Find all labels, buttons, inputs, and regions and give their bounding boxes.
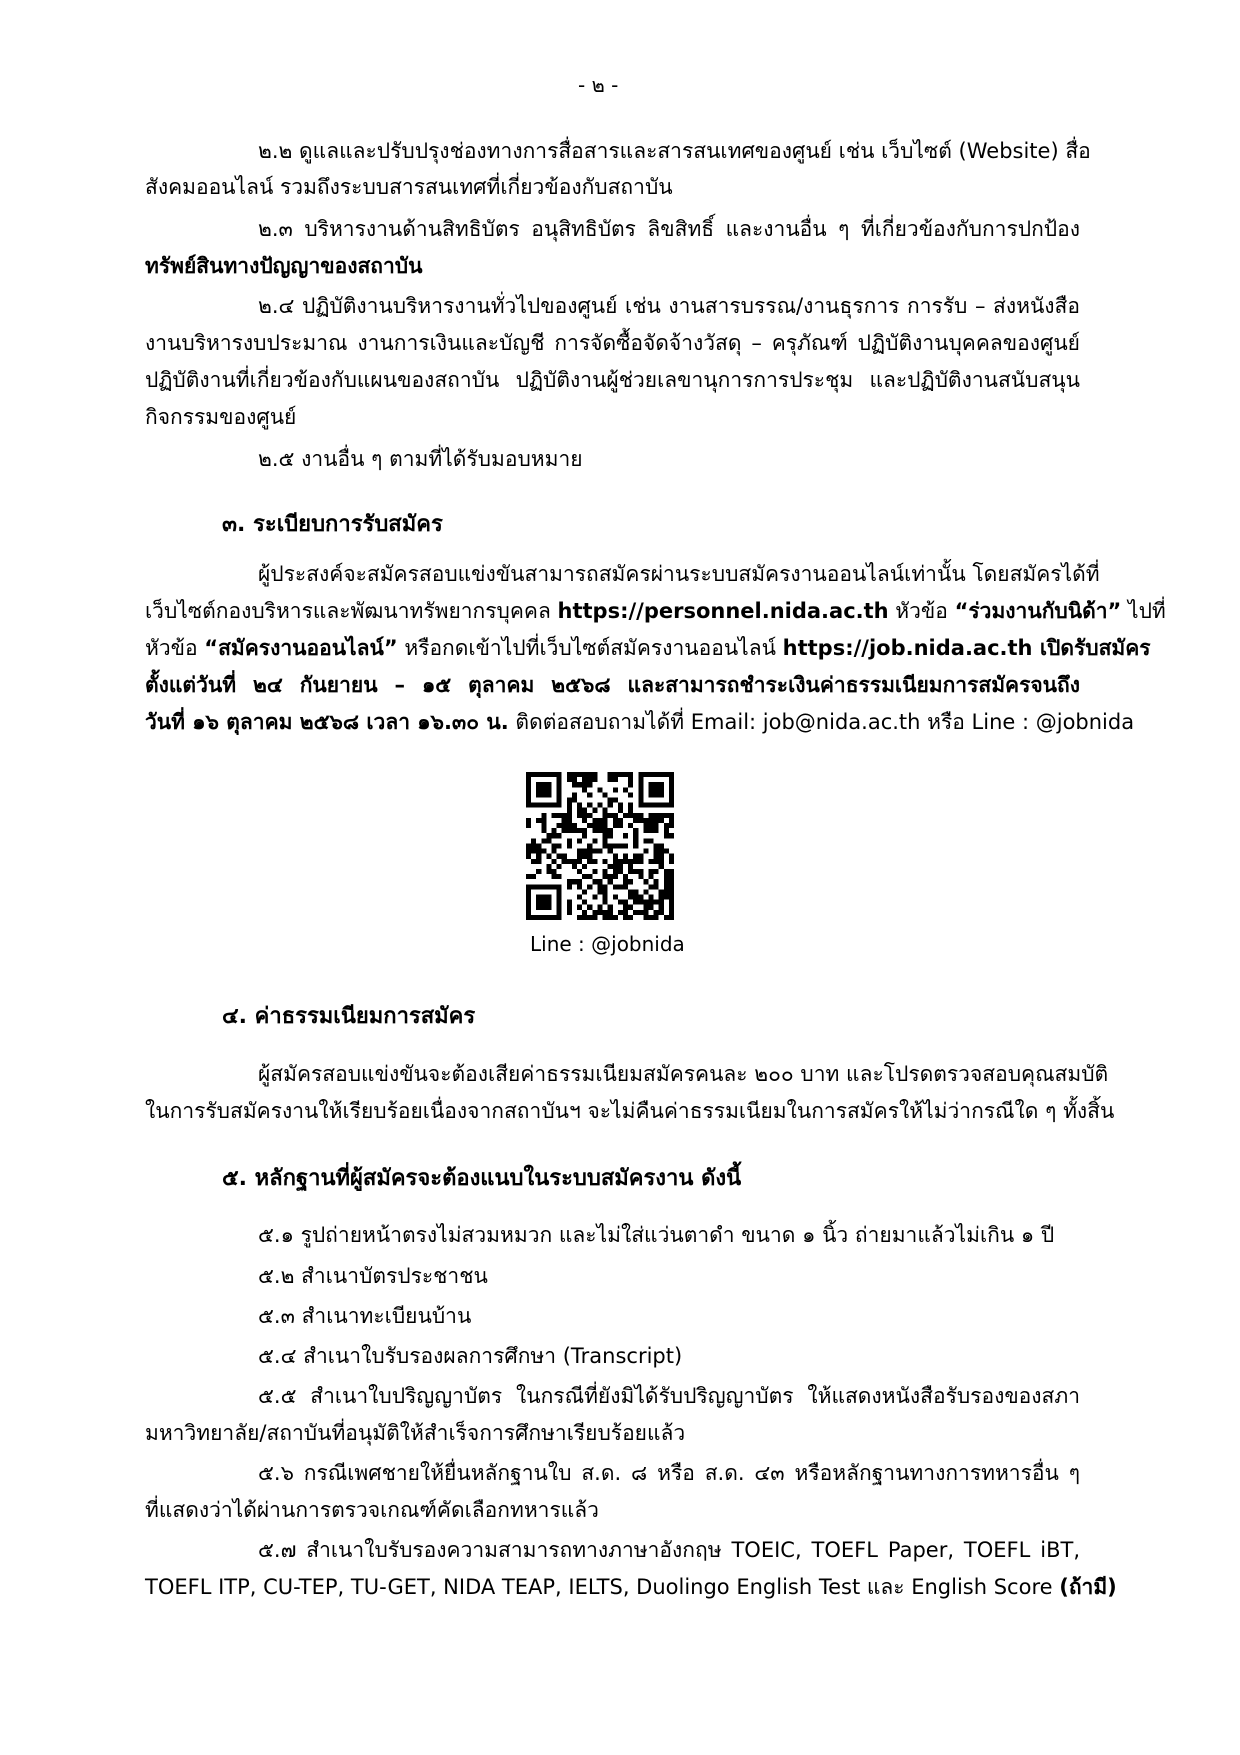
section-3-heading: ๓. ระเบียบการรับสมัคร (222, 512, 443, 537)
item-5-1: ๕.๑ รูปถ่ายหน้าตรงไม่สวมหมวก และไม่ใส่แว่นตาดำ ขนาด ๑ นิ้ว ถ่ายมาแล้วไม่เกิน ๑ ปี (258, 1223, 1055, 1247)
item-2-4-line-3: ปฏิบัติงานที่เกี่ยวข้องกับแผนของสถาบัน ปฏิบัติงานผู้ช่วยเลขานุการการประชุม และปฏิบัติงานสนับสนุน (145, 368, 1080, 392)
item-2-4-line-4: กิจกรรมของศูนย์ (145, 405, 297, 429)
item-2-5: ๒.๕ งานอื่น ๆ ตามที่ได้รับมอบหมาย (258, 447, 583, 471)
apply-online-topic: “สมัครงานออนไลน์” (204, 636, 398, 660)
contact-text: ติดต่อสอบถามได้ที่ Email: job@nida.ac.th หรือ Line : @jobnida (508, 710, 1135, 734)
line-qr-code[interactable] (526, 772, 674, 920)
item-2-3-line-2: ทรัพย์สินทางปัญญาของสถาบัน (145, 254, 423, 278)
section-4-heading: ๔. ค่าธรรมเนียมการสมัคร (222, 1004, 476, 1029)
section-3-line-2-text-e: ไปที่ (1121, 599, 1166, 623)
job-url-link[interactable]: https://job.nida.ac.th เปิดรับสมัคร (782, 636, 1151, 660)
item-5-7-optional-note: (ถ้ามี) (1059, 1575, 1117, 1599)
item-5-6-line-2: ที่แสดงว่าได้ผ่านการตรวจเกณฑ์คัดเลือกทหารแล้ว (145, 1498, 599, 1522)
item-5-5-line-2: มหาวิทยาลัย/สถาบันที่อนุมัติให้สำเร็จการศึกษาเรียบร้อยแล้ว (145, 1421, 686, 1445)
section-3-line-3-text-a: หัวข้อ (145, 636, 205, 660)
page-number: - ๒ - (578, 73, 619, 97)
section-3-line-2 (145, 596, 1166, 626)
item-5-7-line-2-text: TOEFL ITP, CU-TEP, TU-GET, NIDA TEAP, IELTS, Duolingo English Test และ English Score (145, 1575, 1060, 1599)
section-3-line-2-text-a: เว็บไซต์กองบริหารและพัฒนาทรัพยากรบุคคล (145, 599, 558, 623)
item-5-2: ๕.๒ สำเนาบัตรประชาชน (258, 1264, 488, 1288)
section-5-heading: ๕. หลักฐานที่ผู้สมัครจะต้องแนบในระบบสมัครงาน ดังนี้ (222, 1166, 742, 1191)
item-5-3: ๕.๓ สำเนาทะเบียนบ้าน (258, 1304, 472, 1328)
section-3-line-2-text-c: หัวข้อ (888, 599, 955, 623)
item-2-2-line-1: ๒.๒ ดูแลและปรับปรุงช่องทางการสื่อสารและสารสนเทศของศูนย์ เช่น เว็บไซต์ (Website) สื่อ (258, 139, 1091, 163)
section-3-line-1: ผู้ประสงค์จะสมัครสอบแข่งขันสามารถสมัครผ่านระบบสมัครงานออนไลน์เท่านั้น โดยสมัครได้ที่ (258, 562, 1100, 586)
section-4-line-1: ผู้สมัครสอบแข่งขันจะต้องเสียค่าธรรมเนียมสมัครคนละ ๒๐๐ บาท และโปรดตรวจสอบคุณสมบัติ (258, 1062, 1109, 1086)
join-nida-topic: “ร่วมงานกับนิด้า” (954, 599, 1122, 623)
item-5-4: ๕.๔ สำเนาใบรับรองผลการศึกษา (Transcript) (258, 1344, 683, 1368)
item-2-3-line-1: ๒.๓ บริหารงานด้านสิทธิบัตร อนุสิทธิบัตร ลิขสิทธิ์ และงานอื่น ๆ ที่เกี่ยวข้องกับการปกป้อง (258, 217, 1080, 241)
item-5-6-line-1: ๕.๖ กรณีเพศชายให้ยื่นหลักฐานใบ ส.ด. ๘ หรือ ส.ด. ๔๓ หรือหลักฐานทางการทหารอื่น ๆ (258, 1461, 1080, 1485)
section-3-line-4: ตั้งแต่วันที่ ๒๔ กันยายน – ๑๕ ตุลาคม ๒๕๖๘ และสามารถชำระเงินค่าธรรมเนียมการสมัครจนถึง (145, 673, 1080, 697)
item-2-4-line-1: ๒.๔ ปฏิบัติงานบริหารงานทั่วไปของศูนย์ เช่น งานสารบรรณ/งานธุรการ การรับ – ส่งหนังสือ (258, 294, 1080, 318)
item-2-2-line-2: สังคมออนไลน์ รวมถึงระบบสารสนเทศที่เกี่ยวข้องกับสถาบัน (145, 175, 673, 199)
item-5-5-line-1: ๕.๕ สำเนาใบปริญญาบัตร ในกรณีที่ยังมิได้รับปริญญาบัตร ให้แสดงหนังสือรับรองของสภา (258, 1384, 1080, 1408)
item-5-7-line-2 (145, 1572, 1117, 1602)
qr-caption: Line : @jobnida (530, 932, 685, 956)
personnel-url-link[interactable]: https://personnel.nida.ac.th (557, 599, 889, 623)
section-4-line-2: ในการรับสมัครงานให้เรียบร้อยเนื่องจากสถาบันฯ จะไม่คืนค่าธรรมเนียมในการสมัครให้ไม่ว่ากรณีใด ๆ ทั้งสิ้น (145, 1099, 1115, 1123)
section-3-line-3 (145, 633, 1151, 663)
section-3-line-3-text-c: หรือกดเข้าไปที่เว็บไซต์สมัครงานออนไลน์ (397, 636, 783, 660)
deadline-text: วันที่ ๑๖ ตุลาคม ๒๕๖๘ เวลา ๑๖.๓๐ น. (145, 710, 509, 734)
section-3-line-5 (145, 707, 1134, 737)
item-5-7-line-1: ๕.๗ สำเนาใบรับรองความสามารถทางภาษาอังกฤษ TOEIC, TOEFL Paper, TOEFL iBT, (258, 1538, 1080, 1562)
item-2-4-line-2: งานบริหารงบประมาณ งานการเงินและบัญชี การจัดซื้อจัดจ้างวัสดุ – ครุภัณฑ์ ปฏิบัติงานบุคคลของศูนย์ (145, 331, 1080, 355)
